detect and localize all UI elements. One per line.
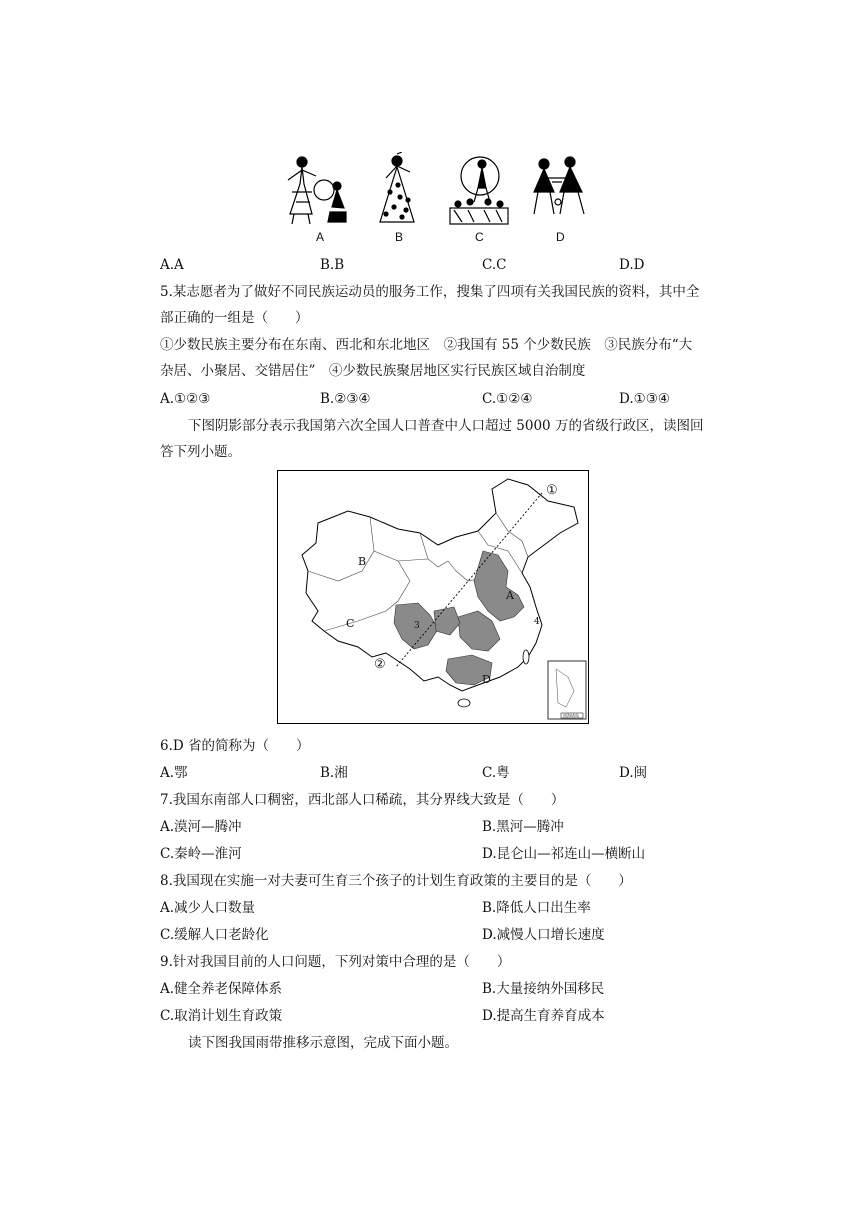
- q5-option-d[interactable]: D.①③④: [619, 391, 670, 407]
- q5-option-b[interactable]: B.②③④: [320, 391, 371, 407]
- q8-option-c[interactable]: C.缓解人口老龄化: [160, 927, 269, 943]
- q7-option-d[interactable]: D.昆仑山—祁连山—横断山: [482, 846, 646, 862]
- figure-label-a: A: [316, 230, 325, 244]
- q7-option-c[interactable]: C.秦岭—淮河: [160, 846, 242, 862]
- figure-label-d: D: [556, 230, 565, 244]
- q9-option-b[interactable]: B.大量接纳外国移民: [482, 981, 605, 997]
- map-label-line-1: ①: [546, 483, 558, 498]
- q5-items-line2: 杂居、小聚居、交错居住” ④少数民族聚居地区实行民族区域自治制度: [160, 363, 586, 379]
- q6-option-d[interactable]: D.闽: [619, 765, 648, 781]
- q7-stem: 7.我国东南部人口稠密，西北部人口稀疏，其分界线大致是（ ）: [160, 792, 565, 808]
- dance-figure-c-image: [444, 152, 514, 230]
- dance-figure-a-image: [282, 152, 352, 228]
- map-label-b: B: [358, 555, 367, 568]
- china-map-image: [278, 471, 589, 724]
- q9-option-d[interactable]: D.提高生育养育成本: [482, 1008, 605, 1024]
- q9-option-c[interactable]: C.取消计划生育政策: [160, 1008, 283, 1024]
- map-label-a: A: [506, 589, 514, 602]
- q5-items-line1: ①少数民族主要分布在东南、西北和东北地区 ②我国有 55 个少数民族 ③民族分布“大: [160, 337, 693, 353]
- figure-label-c: C: [475, 230, 484, 244]
- q7-option-a[interactable]: A.漠河—腾冲: [160, 819, 242, 835]
- q7-option-b[interactable]: B.黑河—腾冲: [482, 819, 564, 835]
- q4-option-a[interactable]: A.A: [160, 257, 184, 273]
- map-label-4: 4: [534, 617, 540, 627]
- map-intro-line2: 答下列小题。: [160, 444, 241, 460]
- dance-figure-d-image: [528, 152, 590, 222]
- rainband-intro: 读下图我国雨带推移示意图，完成下面小题。: [188, 1035, 458, 1051]
- q8-option-b[interactable]: B.降低人口出生率: [482, 900, 591, 916]
- ethnic-dance-figures: [282, 152, 592, 232]
- q4-option-b[interactable]: B.B: [320, 257, 345, 273]
- figure-label-b: B: [395, 230, 404, 244]
- map-label-line-2: ②: [374, 657, 386, 672]
- map-label-c: C: [346, 617, 355, 630]
- q8-option-a[interactable]: A.减少人口数量: [160, 900, 256, 916]
- map-inset-caption: 南海诸岛: [563, 713, 579, 718]
- map-intro-line1: 下图阴影部分表示我国第六次全国人口普查中人口超过 5000 万的省级行政区，读图回: [188, 418, 704, 434]
- q5-stem-line1: 5.某志愿者为了做好不同民族运动员的服务工作，搜集了四项有关我国民族的资料，其中全: [160, 284, 700, 300]
- q6-option-a[interactable]: A.鄂: [160, 765, 188, 781]
- q6-stem: 6.D 省的简称为（ ）: [160, 738, 310, 754]
- q9-option-a[interactable]: A.健全养老保障体系: [160, 981, 283, 997]
- q5-option-a[interactable]: A.①②③: [160, 391, 211, 407]
- q8-option-d[interactable]: D.减慢人口增长速度: [482, 927, 605, 943]
- q4-option-d[interactable]: D.D: [619, 257, 645, 273]
- map-label-d: D: [482, 673, 491, 686]
- q6-option-b[interactable]: B.湘: [320, 765, 348, 781]
- q8-stem: 8.我国现在实施一对夫妻可生育三个孩子的计划生育政策的主要目的是（ ）: [160, 873, 632, 889]
- map-label-3: 3: [414, 621, 420, 631]
- q9-stem: 9.针对我国目前的人口问题，下列对策中合理的是（ ）: [160, 954, 511, 970]
- dance-figure-b-image: [372, 152, 422, 228]
- q6-option-c[interactable]: C.粤: [482, 765, 510, 781]
- q4-option-c[interactable]: C.C: [482, 257, 507, 273]
- q5-option-c[interactable]: C.①②④: [482, 391, 533, 407]
- china-population-map: [277, 470, 589, 724]
- q5-stem-line2: 部正确的一组是（ ）: [160, 310, 309, 326]
